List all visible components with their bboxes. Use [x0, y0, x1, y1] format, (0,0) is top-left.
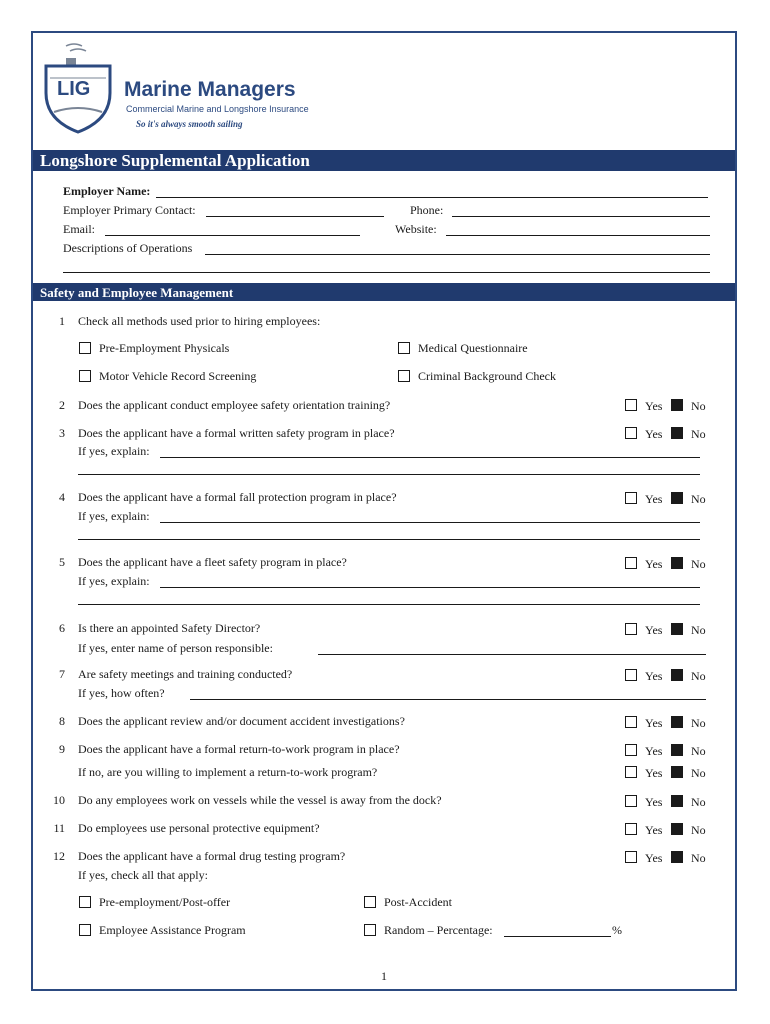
form-title-band — [33, 150, 735, 171]
question-text: Does the applicant have a formal return-to-work program in place? — [78, 742, 400, 756]
no-label: No — [691, 557, 706, 571]
question-text: Does the applicant have a formal written safety program in place? — [78, 426, 395, 440]
follow-up-label: If yes, explain: — [78, 509, 150, 523]
section-header-band — [33, 283, 735, 301]
yes-label: Yes — [645, 427, 663, 441]
question-number: 3 — [59, 426, 65, 440]
yes-checkbox[interactable] — [625, 851, 637, 863]
no-checkbox[interactable] — [671, 669, 683, 681]
option-label: Random – Percentage: — [384, 923, 493, 937]
no-checkbox[interactable] — [671, 557, 683, 569]
yes-label: Yes — [645, 669, 663, 683]
meeting-frequency-field[interactable] — [190, 699, 706, 700]
logo-tagline: So it's always smooth sailing — [136, 119, 243, 129]
no-label: No — [691, 399, 706, 413]
no-checkbox[interactable] — [671, 623, 683, 635]
option-label: Pre-Employment Physicals — [99, 341, 230, 355]
explain-field-line-2[interactable] — [78, 474, 700, 475]
yes-label: Yes — [645, 399, 663, 413]
question-text: Check all methods used prior to hiring employees: — [78, 314, 321, 328]
yes-label: Yes — [645, 795, 663, 809]
yes-checkbox[interactable] — [625, 766, 637, 778]
yes-checkbox[interactable] — [625, 623, 637, 635]
question-number: 1 — [59, 314, 65, 328]
yes-checkbox[interactable] — [625, 557, 637, 569]
option-label: Medical Questionnaire — [418, 341, 528, 355]
safety-director-name-field[interactable] — [318, 654, 706, 655]
follow-up-label: If yes, explain: — [78, 444, 150, 458]
primary-contact-label: Employer Primary Contact: — [63, 203, 196, 217]
random-testing-checkbox[interactable] — [364, 924, 376, 936]
follow-up-label: If yes, how often? — [78, 686, 165, 700]
option-label: Employee Assistance Program — [99, 923, 246, 937]
option-label: Motor Vehicle Record Screening — [99, 369, 257, 383]
follow-up-label: If no, are you willing to implement a return-to-work program? — [78, 765, 378, 779]
yes-checkbox[interactable] — [625, 823, 637, 835]
yes-checkbox[interactable] — [625, 492, 637, 504]
follow-up-label: If yes, check all that apply: — [78, 868, 208, 882]
logo-subtitle: Commercial Marine and Longshore Insurance — [126, 104, 309, 114]
no-label: No — [691, 823, 706, 837]
page-number: 1 — [381, 969, 387, 983]
pre-employment-physicals-checkbox[interactable] — [79, 342, 91, 354]
criminal-background-checkbox[interactable] — [398, 370, 410, 382]
yes-label: Yes — [645, 851, 663, 865]
no-label: No — [691, 716, 706, 730]
question-text: Does the applicant have a fleet safety program in place? — [78, 555, 347, 569]
primary-contact-field[interactable] — [206, 216, 384, 217]
no-checkbox[interactable] — [671, 492, 683, 504]
logo-initials: LIG — [57, 78, 91, 100]
explain-field[interactable] — [160, 587, 700, 588]
question-number: 9 — [59, 742, 65, 756]
question-text: Does the applicant have a formal drug testing program? — [78, 849, 346, 863]
question-number: 7 — [59, 667, 65, 681]
website-field[interactable] — [446, 235, 710, 236]
option-label: Criminal Background Check — [418, 369, 556, 383]
no-checkbox[interactable] — [671, 427, 683, 439]
percent-sign: % — [612, 923, 622, 937]
phone-field[interactable] — [452, 216, 710, 217]
section-title: Safety and Employee Management — [40, 285, 234, 300]
employer-name-field[interactable] — [156, 197, 708, 198]
operations-field-line-2[interactable] — [63, 272, 710, 273]
operations-field[interactable] — [205, 254, 710, 255]
pre-employment-test-checkbox[interactable] — [79, 896, 91, 908]
post-accident-checkbox[interactable] — [364, 896, 376, 908]
question-text: Does the applicant conduct employee safety orientation training? — [78, 398, 391, 412]
no-checkbox[interactable] — [671, 823, 683, 835]
employer-name-label: Employer Name: — [63, 184, 151, 198]
follow-up-label: If yes, enter name of person responsible: — [78, 641, 273, 655]
form-title: Longshore Supplemental Application — [40, 151, 310, 170]
follow-up-label: If yes, explain: — [78, 574, 150, 588]
question-number: 11 — [53, 821, 65, 835]
yes-label: Yes — [645, 623, 663, 637]
email-label: Email: — [63, 222, 95, 236]
yes-checkbox[interactable] — [625, 795, 637, 807]
yes-label: Yes — [645, 492, 663, 506]
no-label: No — [691, 766, 706, 780]
no-checkbox[interactable] — [671, 716, 683, 728]
question-number: 10 — [53, 793, 65, 807]
no-label: No — [691, 427, 706, 441]
no-label: No — [691, 795, 706, 809]
yes-label: Yes — [645, 716, 663, 730]
no-label: No — [691, 492, 706, 506]
question-text: Is there an appointed Safety Director? — [78, 621, 261, 635]
logo-brand-name: Marine Managers — [124, 78, 296, 101]
yes-checkbox[interactable] — [625, 399, 637, 411]
yes-checkbox[interactable] — [625, 716, 637, 728]
no-checkbox[interactable] — [671, 795, 683, 807]
question-number: 4 — [59, 490, 65, 504]
yes-label: Yes — [645, 766, 663, 780]
medical-questionnaire-checkbox[interactable] — [398, 342, 410, 354]
explain-field-line-2[interactable] — [78, 604, 700, 605]
no-checkbox[interactable] — [671, 851, 683, 863]
random-percentage-field[interactable] — [504, 936, 611, 937]
option-label: Pre-employment/Post-offer — [99, 895, 231, 909]
no-label: No — [691, 669, 706, 683]
yes-checkbox[interactable] — [625, 669, 637, 681]
operations-label: Descriptions of Operations — [63, 241, 193, 255]
no-checkbox[interactable] — [671, 766, 683, 778]
question-text: Does the applicant have a formal fall protection program in place? — [78, 490, 397, 504]
employee-assistance-checkbox[interactable] — [79, 924, 91, 936]
no-label: No — [691, 623, 706, 637]
question-number: 8 — [59, 714, 65, 728]
no-label: No — [691, 744, 706, 758]
explain-field[interactable] — [160, 522, 700, 523]
question-number: 2 — [59, 398, 65, 412]
yes-label: Yes — [645, 557, 663, 571]
no-checkbox[interactable] — [671, 744, 683, 756]
question-number: 6 — [59, 621, 65, 635]
question-text: Do any employees work on vessels while the vessel is away from the dock? — [78, 793, 442, 807]
yes-checkbox[interactable] — [625, 427, 637, 439]
phone-label: Phone: — [410, 203, 444, 217]
explain-field[interactable] — [160, 457, 700, 458]
no-label: No — [691, 851, 706, 865]
email-field[interactable] — [105, 235, 360, 236]
question-text: Do employees use personal protective equipment? — [78, 821, 320, 835]
mvr-screening-checkbox[interactable] — [79, 370, 91, 382]
question-text: Does the applicant review and/or document accident investigations? — [78, 714, 405, 728]
question-number: 5 — [59, 555, 65, 569]
no-checkbox[interactable] — [671, 399, 683, 411]
option-label: Post-Accident — [384, 895, 452, 909]
yes-checkbox[interactable] — [625, 744, 637, 756]
yes-label: Yes — [645, 823, 663, 837]
question-text: Are safety meetings and training conducted? — [78, 667, 293, 681]
explain-field-line-2[interactable] — [78, 539, 700, 540]
website-label: Website: — [395, 222, 437, 236]
yes-label: Yes — [645, 744, 663, 758]
company-logo — [40, 38, 309, 138]
question-number: 12 — [53, 849, 65, 863]
